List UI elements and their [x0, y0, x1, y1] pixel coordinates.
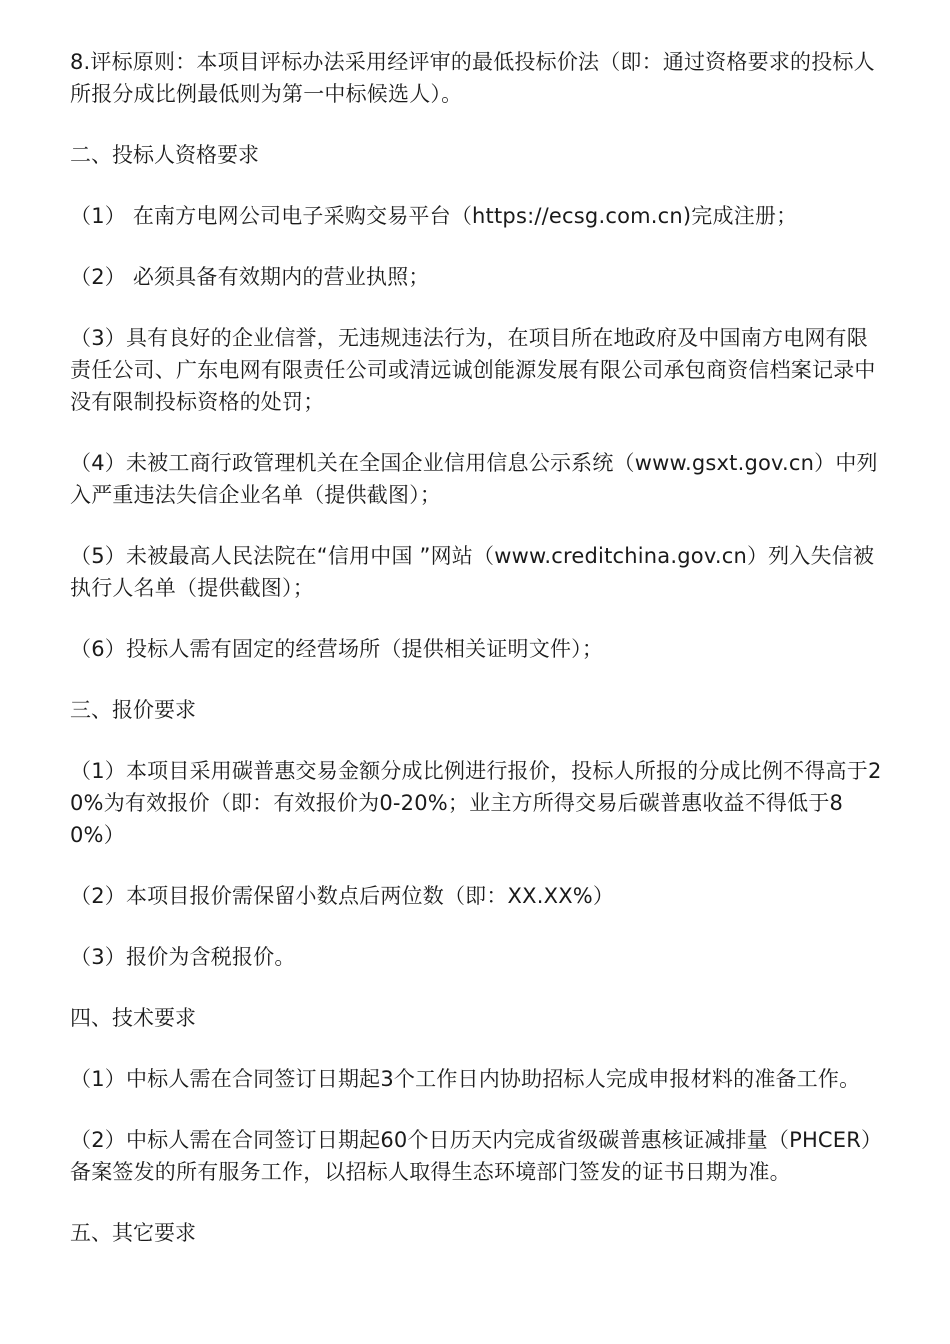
section-heading-technical-requirements: 四、技术要求 — [70, 1006, 196, 1030]
document-body — [70, 46, 882, 1278]
qualification-item-3: （3）具有良好的企业信誉，无违规违法行为，在项目所在地政府及中国南方电网有限责任公司、广东电网有限责任公司或清远诚创能源发展有限公司承包商资信档案记录中没有限制投标资格的处罚； — [70, 326, 876, 414]
qualification-item-1: （1） 在南方电网公司电子采购交易平台（https://ecsg.com.cn)完成注册； — [70, 204, 798, 228]
section-heading-quotation-requirements: 三、报价要求 — [70, 698, 196, 722]
qualification-item-4: （4）未被工商行政管理机关在全国企业信用信息公示系统（www.gsxt.gov.cn）中列入严重违法失信企业名单（提供截图）； — [70, 451, 878, 507]
technical-item-1: （1）中标人需在合同签订日期起3个工作日内协助招标人完成申报材料的准备工作。 — [70, 1067, 861, 1091]
quotation-item-2: （2）本项目报价需保留小数点后两位数（即：XX.XX%） — [70, 884, 615, 908]
qualification-item-5: （5）未被最高人民法院在“信用中国 ”网站（www.creditchina.gov.cn）列入失信被执行人名单（提供截图）； — [70, 544, 875, 600]
section-heading-bidder-qualification: 二、投标人资格要求 — [70, 143, 259, 167]
qualification-item-6: （6）投标人需有固定的经营场所（提供相关证明文件）； — [70, 637, 604, 661]
quotation-item-3: （3）报价为含税报价。 — [70, 945, 296, 969]
qualification-item-2: （2） 必须具备有效期内的营业执照； — [70, 265, 430, 289]
evaluation-principle-paragraph: 8.评标原则：本项目评标办法采用经评审的最低投标价法（即：通过资格要求的投标人所报分成比例最低则为第一中标候选人）。 — [70, 50, 875, 106]
section-heading-other-requirements: 五、其它要求 — [70, 1221, 196, 1245]
technical-item-2: （2）中标人需在合同签订日期起60个日历天内完成省级碳普惠核证减排量（PHCER）备案签发的所有服务工作，以招标人取得生态环境部门签发的证书日期为准。 — [70, 1128, 872, 1184]
quotation-item-1: （1）本项目采用碳普惠交易金额分成比例进行报价，投标人所报的分成比例不得高于20%为有效报价（即：有效报价为0-20%；业主方所得交易后碳普惠收益不得低于80%） — [70, 759, 882, 847]
